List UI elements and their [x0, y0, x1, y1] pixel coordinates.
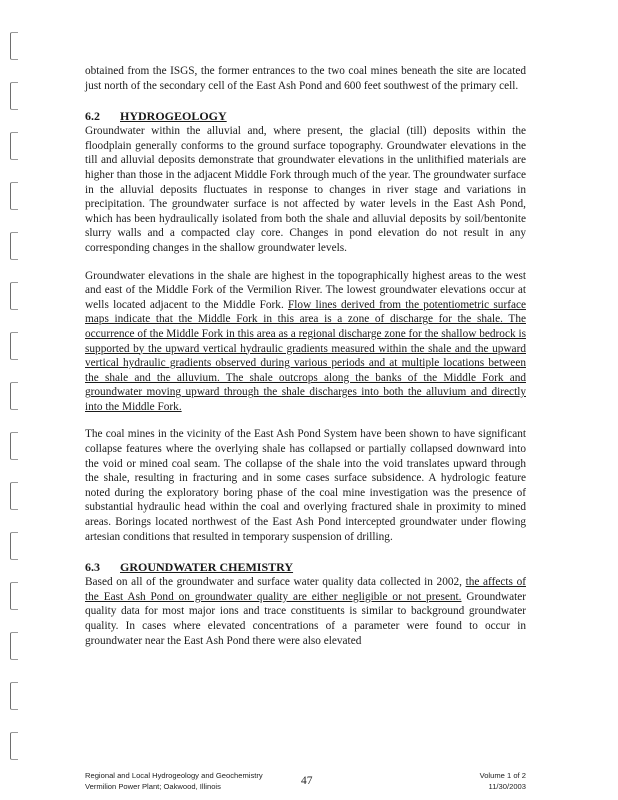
binder-hole-mark [10, 82, 18, 110]
intro-paragraph: obtained from the ISGS, the former entrances to the two coal mines beneath the site are located just north of the secondary cell of the East Ash Pond and 600 feet southwest of the primary cell. [85, 65, 526, 92]
footer-report-title: Regional and Local Hydrogeology and Geochemistry [85, 771, 263, 780]
footer-volume: Volume 1 of 2 [479, 771, 526, 780]
section-title: HYDROGEOLOGY [120, 109, 227, 124]
section-title: GROUNDWATER CHEMISTRY [120, 560, 294, 575]
binder-hole-mark [10, 32, 18, 60]
binder-hole-mark [10, 682, 18, 710]
footer-right [480, 770, 526, 792]
binder-hole-mark [10, 382, 18, 410]
footer-site-location: Vermilion Power Plant; Oakwood, Illinois [85, 782, 221, 791]
hydrogeology-paragraph-1: Groundwater within the alluvial and, where present, the glacial (till) deposits within the floodplain generally conforms to the ground surface topography. Groundwater elevations in the till and alluvial deposits demonstrate that groundwater elevations in the unlithified materials are higher than those in the adjacent Middle Fork through much of the year. The groundwater surface in the alluvial deposits fluctuates in response to changes in river stage and variations in precipitation. The groundwater surface is not affected by water levels in the East Ash Pond, which has been hydraulically isolated from both the shale and alluvial deposits by soil/bentonite slurry walls and a compacted clay core. Changes in pond elevation do not result in any corresponding changes in the shallow groundwater levels. [85, 125, 526, 254]
section-number: 6.2 [85, 109, 100, 124]
binder-hole-mark [10, 182, 18, 210]
binder-margin [6, 20, 24, 800]
binder-hole-mark [10, 282, 18, 310]
section-heading-groundwater-chemistry [85, 559, 526, 575]
paragraph-text: Groundwater quality data for most major ions and trace constituents is similar to background groundwater quality. In cases where elevated concentrations of a parameter were found to occur in groundwater near the East Ash Pond there were also elevated [85, 590, 526, 647]
section-number: 6.3 [85, 560, 100, 575]
hydrogeology-paragraph-2 [85, 269, 526, 415]
footer-left [85, 770, 263, 792]
underlined-text: the affects of the East Ash Pond on groundwater quality are either negligible or not present. [85, 576, 526, 603]
binder-hole-mark [10, 332, 18, 360]
paragraph-text: Based on all of the groundwater and surface water quality data collected in 2002, [85, 576, 466, 589]
hydrogeology-paragraph-3: The coal mines in the vicinity of the East Ash Pond System have been shown to have significant collapse features where the overlying shale has collapsed or partially collapsed downward into the void or mined coal seam. The collapse of the shale into the void translates upward through the shale, resulting in fracturing and in some cases surface subsidence. A hydrologic feature noted during the exploratory boring phase of the coal mine investigation was the presence of substantial hydraulic head within the coal and overlying fractured shale in proximity to mined areas. Borings located northwest of the East Ash Pond intercepted groundwater under flowing artesian conditions that resulted in temporary suspension of drilling. [85, 428, 526, 543]
page-body [85, 64, 526, 648]
underlined-text: Flow lines derived from the potentiometric surface maps indicate that the Middle Fork in this area is a zone of discharge for the shale. The occurrence of the Middle Fork in this area as a regional discharge zone for the shallow bedrock is supported by the upward vertical hydraulic gradients measured within the shale and the upward vertical hydraulic gradients observed during various periods and at multiple locations between the shale and the alluvium. The shale outcrops along the banks of the Middle Fork and groundwater moving upward through the shale discharges into both the alluvium and directly into the Middle Fork. [85, 298, 527, 413]
binder-hole-mark [10, 532, 18, 560]
binder-hole-mark [10, 232, 18, 260]
binder-hole-mark [10, 432, 18, 460]
binder-hole-mark [10, 732, 18, 760]
binder-hole-mark [10, 632, 18, 660]
binder-hole-mark [10, 582, 18, 610]
section-heading-hydrogeology [85, 108, 526, 124]
paragraph-text: Groundwater elevations in the shale are highest in the topographically highest areas to the west and east of the Middle Fork of the Vermilion River. The lowest groundwater elevations occur at wells located adjacent to the Middle Fork. [85, 269, 526, 311]
page-number: 47 [301, 775, 313, 787]
binder-hole-mark [10, 132, 18, 160]
binder-hole-mark [10, 482, 18, 510]
groundwater-chemistry-paragraph-1 [85, 575, 526, 648]
footer-date: 11/30/2003 [488, 782, 526, 791]
